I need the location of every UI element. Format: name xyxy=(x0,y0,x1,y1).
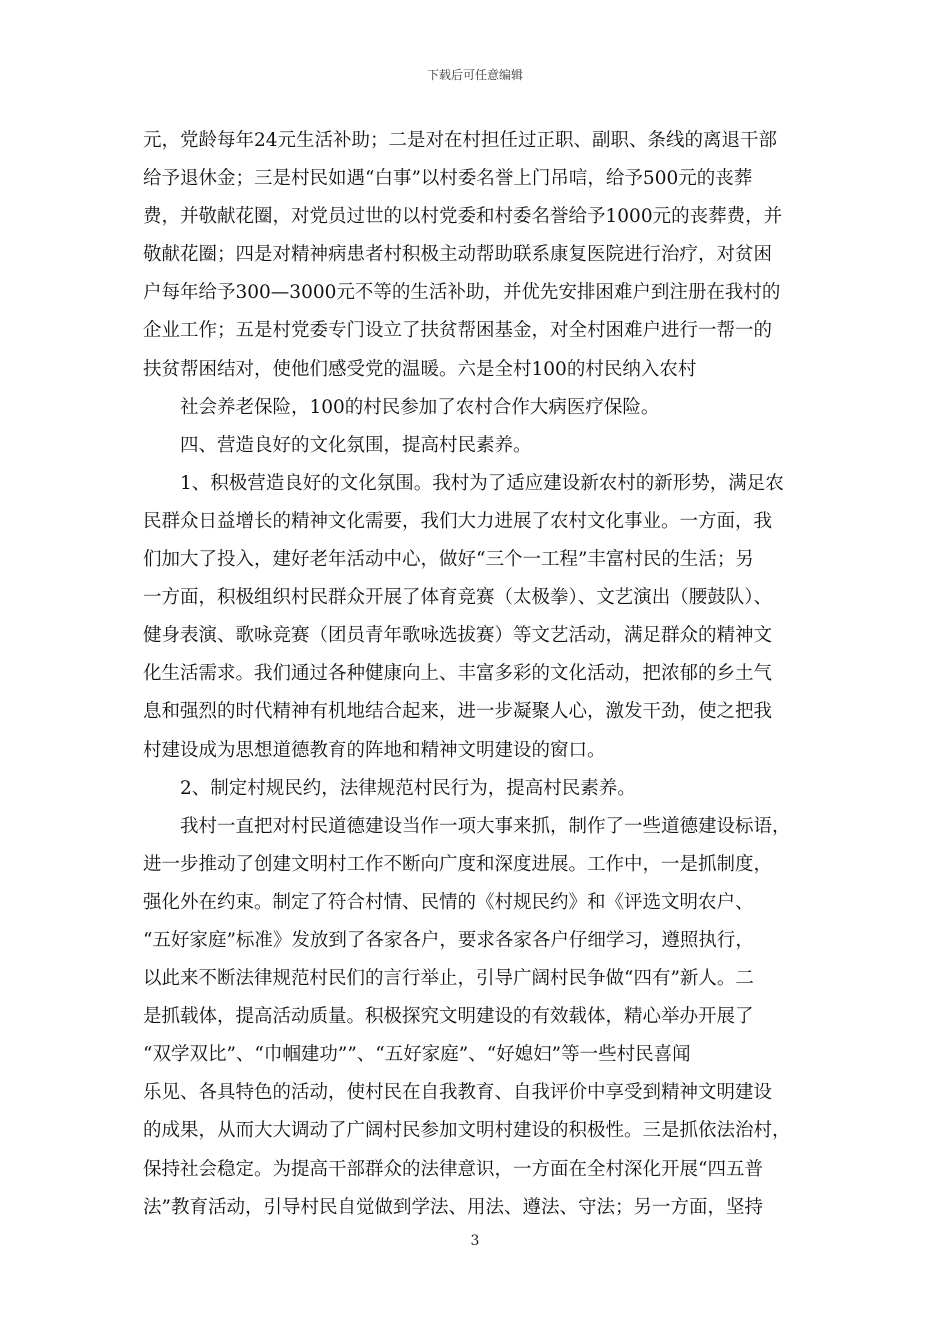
section-heading: 四、营造良好的文化氛围，提高村民素养。 xyxy=(180,434,532,456)
text-line: “双学双比”、“巾帼建功””、“五好家庭”、“好媳妇”等一些村民喜闻 xyxy=(143,1044,691,1066)
text-line: 是抓载体，提高活动质量。积极探究文明建设的有效载体，精心举办开展了 xyxy=(143,1006,754,1028)
text-line: 以此来不断法律规范村民们的言行举止，引导广阔村民争做“四有”新人。二 xyxy=(143,968,754,990)
text-line: 元，党龄每年24元生活补助；二是对在村担任过正职、副职、条线的离退干部 xyxy=(143,130,778,151)
text-line: “五好家庭”标准》发放到了各家各户，要求各家各户仔细学习，遵照执行， xyxy=(143,929,754,951)
text-line: 民群众日益增长的精神文化需要，我们大力进展了农村文化事业。一方面，我 xyxy=(143,510,773,532)
text-line: 我村一直把对村民道德建设当作一项大事来抓，制作了一些道德建设标语， xyxy=(180,815,791,837)
text-line: 息和强烈的时代精神有机地结合起来，进一步凝聚人心，激发干劲，使之把我 xyxy=(143,701,773,723)
text-line: 费，并敬献花圈，对党员过世的以村党委和村委名誉给予1000元的丧葬费，并 xyxy=(143,206,783,228)
text-line: 进一步推动了创建文明村工作不断向广度和深度进展。工作中，一是抓制度， xyxy=(143,853,773,875)
text-line: 村建设成为思想道德教育的阵地和精神文明建设的窗口。 xyxy=(143,739,606,761)
text-line: 扶贫帮困结对，使他们感受党的温暖。六是全村100的村民纳入农村 xyxy=(143,358,697,380)
text-line: 保持社会稳定。为提高干部群众的法律意识，一方面在全村深化开展“四五普 xyxy=(143,1158,763,1180)
text-line: 社会养老保险，100的村民参加了农村合作大病医疗保险。 xyxy=(180,396,660,418)
text-line: 一方面，积极组织村民群众开展了体育竞赛（太极拳）、文艺演出（腰鼓队）、 xyxy=(143,587,773,609)
text-line: 乐见、各具特色的活动，使村民在自我教育、自我评价中享受到精神文明建设 xyxy=(143,1082,773,1104)
text-line: 的成果，从而大大调动了广阔村民参加文明村建设的积极性。三是抓依法治村， xyxy=(143,1120,791,1142)
text-line: 法”教育活动，引导村民自觉做到学法、用法、遵法、守法；另一方面，坚持 xyxy=(143,1196,763,1218)
text-line: 强化外在约束。制定了符合村情、民情的《村规民约》和《评选文明农户、 xyxy=(143,891,754,913)
text-line: 给予退休金；三是村民如遇“白事”以村委名誉上门吊唁，给予500元的丧葬 xyxy=(143,168,753,190)
text-line: 们加大了投入，建好老年活动中心，做好“三个一工程”丰富村民的生活；另 xyxy=(143,549,754,571)
text-line: 户每年给予300—3000元不等的生活补助，并优先安排困难户到注册在我村的 xyxy=(143,282,781,304)
text-line: 化生活需求。我们通过各种健康向上、丰富多彩的文化活动，把浓郁的乡土气 xyxy=(143,663,773,685)
subsection-heading: 1、积极营造良好的文化氛围。我村为了适应建设新农村的新形势，满足农 xyxy=(180,472,784,494)
page-header: 下载后可任意编辑 xyxy=(426,68,523,82)
text-line: 敬献花圈；四是对精神病患者村积极主动帮助联系康复医院进行治疗，对贫困 xyxy=(143,244,773,266)
text-line: 健身表演、歌咏竞赛（团员青年歌咏选拔赛）等文艺活动，满足群众的精神文 xyxy=(143,625,773,647)
subsection-heading: 2、制定村规民约，法律规范村民行为，提高村民素养。 xyxy=(180,777,636,799)
document-body xyxy=(143,122,807,1227)
text-line: 企业工作；五是村党委专门设立了扶贫帮困基金，对全村困难户进行一帮一的 xyxy=(143,320,773,342)
page-number: 3 xyxy=(470,1233,480,1249)
